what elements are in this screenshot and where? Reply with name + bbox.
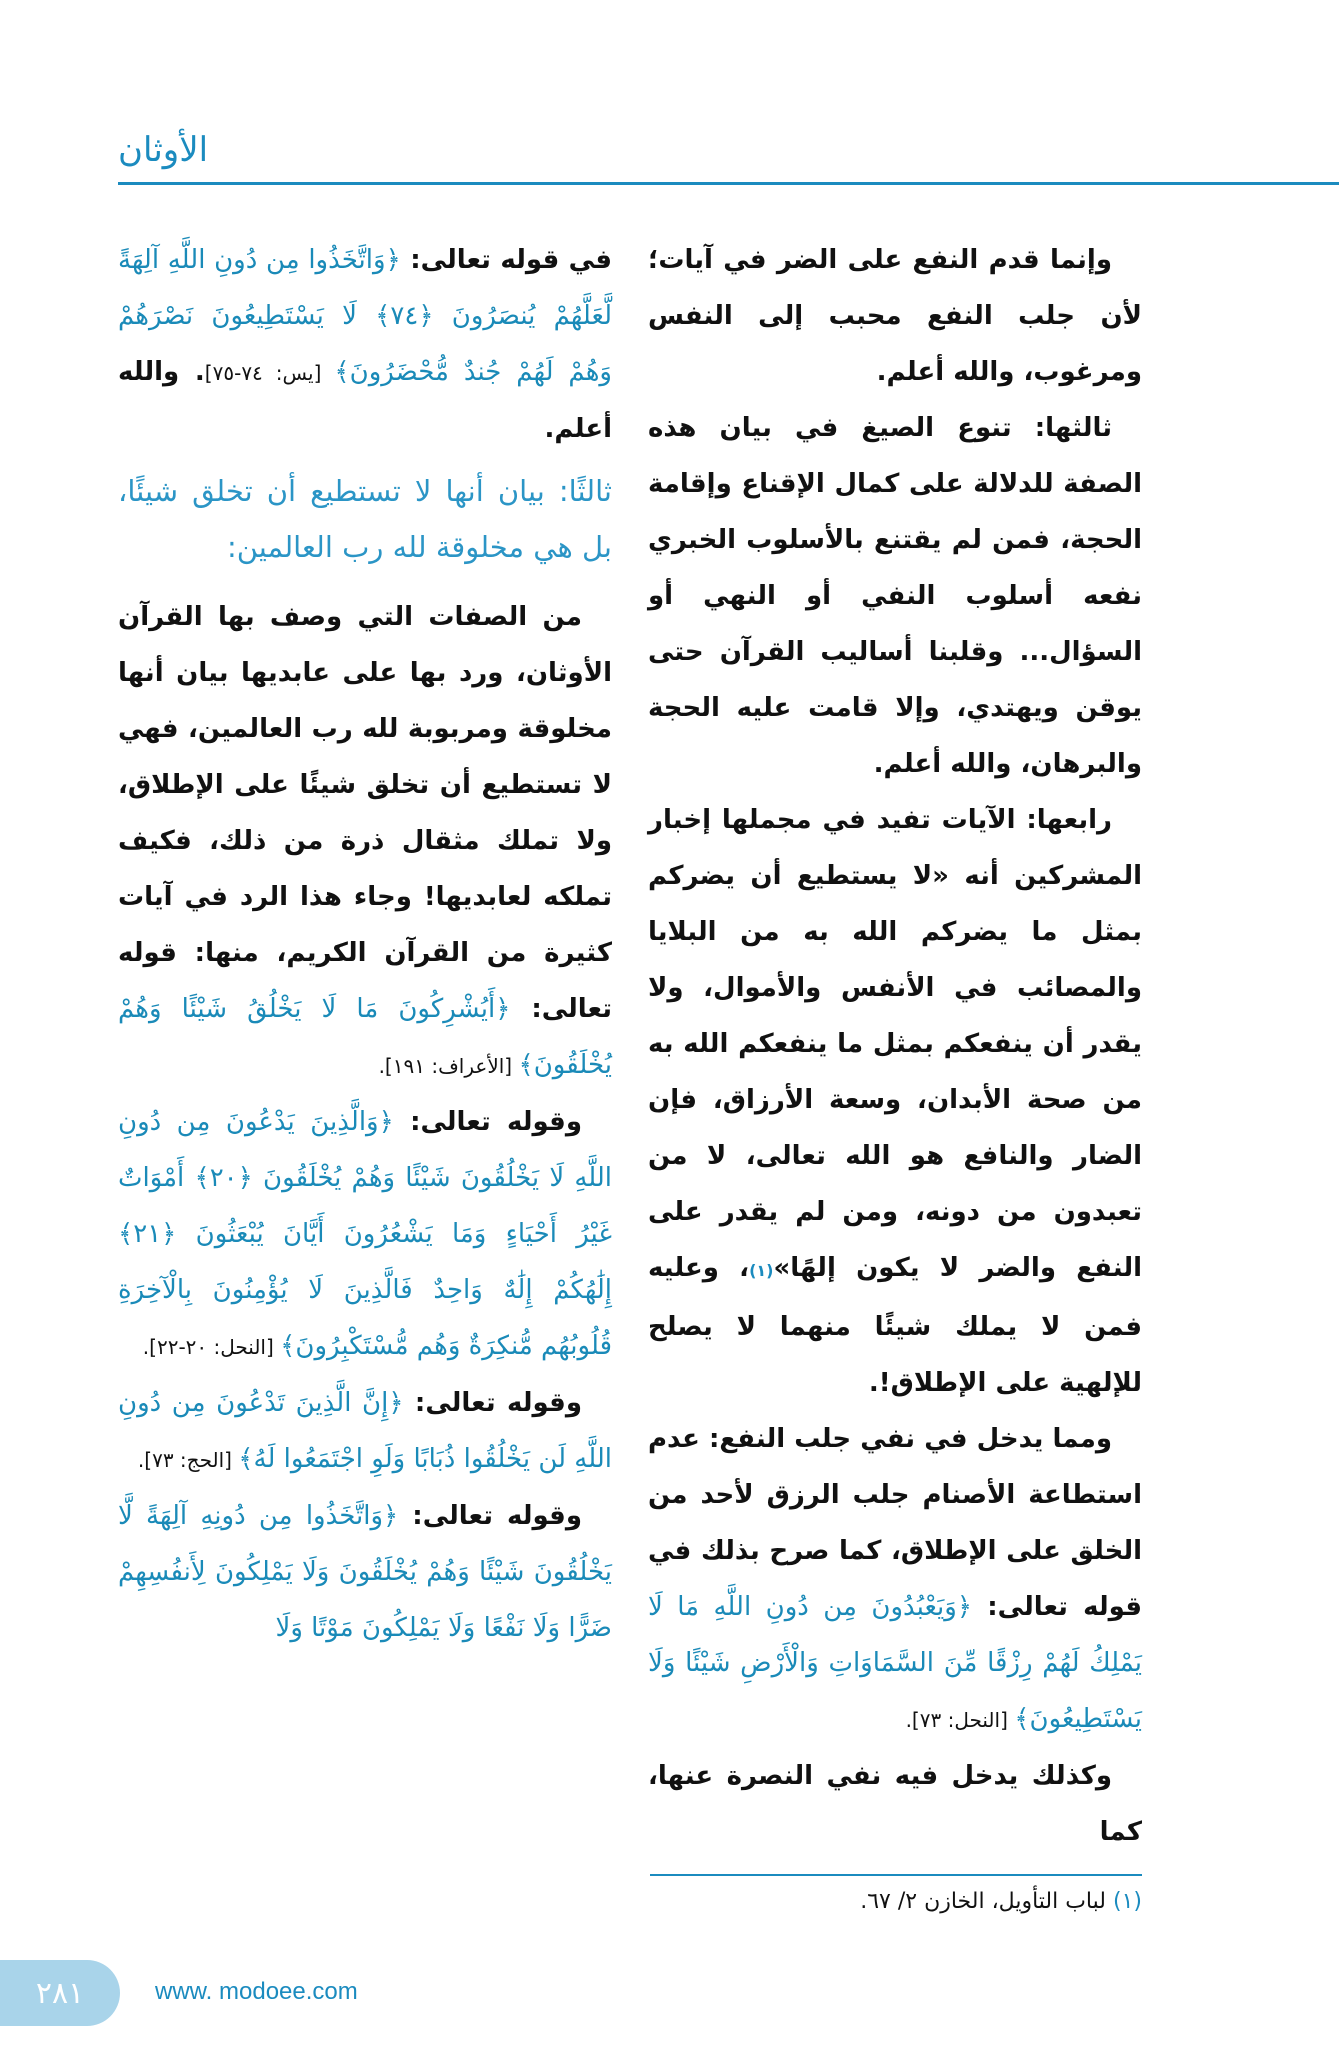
paragraph: [648, 1411, 1142, 1748]
chapter-title: الأوثان: [118, 130, 209, 170]
body-text: ، وعليه فمن لا يملك شيئًا منهما لا يصلح للإلهية على الإطلاق!.: [648, 1253, 1142, 1398]
footnote-text: لباب التأويل، الخازن ٢/ ٦٧.: [860, 1889, 1113, 1914]
page-footer: [0, 1960, 1339, 2026]
footnote-divider: [650, 1874, 1142, 1876]
verse-reference: [الأعراف: ١٩١].: [378, 1054, 519, 1078]
body-text: رابعها: الآيات تفيد في مجملها إخبار المشركين أنه «لا يستطيع أن يضركم بمثل ما يضركم الله به من البلايا والمصائب في الأنفس والأموال، ولا يقدر أن ينفعكم بمثل ما ينفعكم الله به من صحة الأبدان، وسعة الأرزاق، فإن الضار والنافع هو الله تعالى، لا من تعبدون من دونه، ومن لم يقدر على النفع والضر لا يكون إلهًا»: [648, 805, 1142, 1283]
verse-reference: [النحل: ٧٣].: [905, 1708, 1015, 1732]
paragraph: [118, 1488, 612, 1656]
paragraph: [118, 1094, 612, 1375]
quran-verse: ﴿أَيُشْرِكُونَ مَا لَا يَخْلُقُ شَيْئًا وَهُمْ يُخْلَقُونَ﴾: [118, 994, 612, 1080]
section-heading: ثالثًا: بيان أنها لا تستطيع أن تخلق شيئًا، بل هي مخلوقة لله رب العالمين:: [118, 474, 612, 564]
quran-verse: ﴿وَاتَّخَذُوا مِن دُونِهِ آلِهَةً لَّا يَخْلُقُونَ شَيْئًا وَهُمْ يُخْلَقُونَ وَلَا يَمْلِكُونَ لِأَنفُسِهِمْ ضَرًّا وَلَا نَفْعًا وَلَا يَمْلِكُونَ مَوْتًا وَلَا: [118, 1501, 612, 1643]
body-text: . والله أعلم.: [118, 357, 612, 444]
page-number: ٢٨١: [0, 1960, 120, 2026]
quran-verse: ﴿وَالَّذِينَ يَدْعُونَ مِن دُونِ اللَّهِ لَا يَخْلُقُونَ شَيْئًا وَهُمْ يُخْلَقُونَ ﴿٢٠﴾ أَمْوَاتٌ غَيْرُ أَحْيَاءٍ وَمَا يَشْعُرُونَ أَيَّانَ يُبْعَثُونَ ﴿٢١﴾ إِلَٰهُكُمْ إِلَٰهٌ وَاحِدٌ فَالَّذِينَ لَا يُؤْمِنُونَ بِالْآخِرَةِ قُلُوبُهُم مُّنكِرَةٌ وَهُم مُّسْتَكْبِرُونَ﴾: [118, 1107, 613, 1361]
right-column: [648, 232, 1142, 1920]
verse-reference: [يس: ٧٤-٧٥]: [204, 361, 335, 385]
footnote-ref[interactable]: (١): [749, 1261, 774, 1280]
footnote: [648, 1884, 1142, 1920]
footnote-number: (١): [1112, 1889, 1142, 1914]
paragraph: [648, 792, 1142, 1411]
body-text: ومما يدخل في نفي جلب النفع: عدم استطاعة الأصنام جلب الرزق لأحد من الخلق على الإطلاق، كما صرح بذلك في قوله تعالى:: [648, 1424, 1142, 1622]
body-text: في قوله تعالى:: [400, 245, 612, 275]
body-text: وقوله تعالى:: [393, 1107, 582, 1137]
verse-reference: [الحج: ٧٣].: [137, 1448, 239, 1472]
quran-verse: ﴿إِنَّ الَّذِينَ تَدْعُونَ مِن دُونِ اللَّهِ لَن يَخْلُقُوا ذُبَابًا وَلَوِ اجْتَمَعُوا لَهُ﴾: [118, 1388, 612, 1474]
paragraph: [118, 1375, 612, 1488]
paragraph: ثالثها: تنوع الصيغ في بيان هذه الصفة للدلالة على كمال الإقناع وإقامة الحجة، فمن لم يقتنع بالأسلوب الخبري نفعه أسلوب النفي أو النهي أو السؤال... وقلبنا أساليب القرآن حتى يوقن ويهتدي، وإلا قامت عليه الحجة والبرهان، والله أعلم.: [648, 413, 1142, 779]
verse-reference: [النحل: ٢٠-٢٢].: [142, 1335, 281, 1359]
paragraph: وإنما قدم النفع على الضر في آيات؛ لأن جلب النفع محبب إلى النفس ومرغوب، والله أعلم.: [648, 245, 1142, 387]
body-text: وقوله تعالى:: [398, 1501, 582, 1531]
body-text: وقوله تعالى:: [403, 1388, 582, 1418]
quran-verse: ﴿وَيَعْبُدُونَ مِن دُونِ اللَّهِ مَا لَا يَمْلِكُ لَهُمْ رِزْقًا مِّنَ السَّمَاوَاتِ وَالْأَرْضِ شَيْئًا وَلَا يَسْتَطِيعُونَ﴾: [648, 1592, 1142, 1734]
quran-verse: ﴿وَاتَّخَذُوا مِن دُونِ اللَّهِ آلِهَةً لَّعَلَّهُمْ يُنصَرُونَ ﴿٧٤﴾ لَا يَسْتَطِيعُونَ نَصْرَهُمْ وَهُمْ لَهُمْ جُندٌ مُّحْضَرُونَ﴾: [118, 245, 612, 387]
paragraph: وكذلك يدخل فيه نفي النصرة عنها، كما: [648, 1761, 1142, 1847]
paragraph: [118, 232, 612, 457]
header-divider: [118, 182, 1339, 185]
website-link[interactable]: www. modoee.com: [155, 1978, 358, 2005]
paragraph: [118, 589, 612, 1094]
left-column: [118, 232, 612, 1656]
body-text: من الصفات التي وصف بها القرآن الأوثان، ورد بها على عابديها بيان أنها مخلوقة ومربوبة لله رب العالمين، فهي لا تستطيع أن تخلق شيئًا على الإطلاق، ولا تملك مثقال ذرة من ذلك، فكيف تملكه لعابديها! وجاء هذا الرد في آيات كثيرة من القرآن الكريم، منها: قوله تعالى:: [118, 602, 612, 1024]
